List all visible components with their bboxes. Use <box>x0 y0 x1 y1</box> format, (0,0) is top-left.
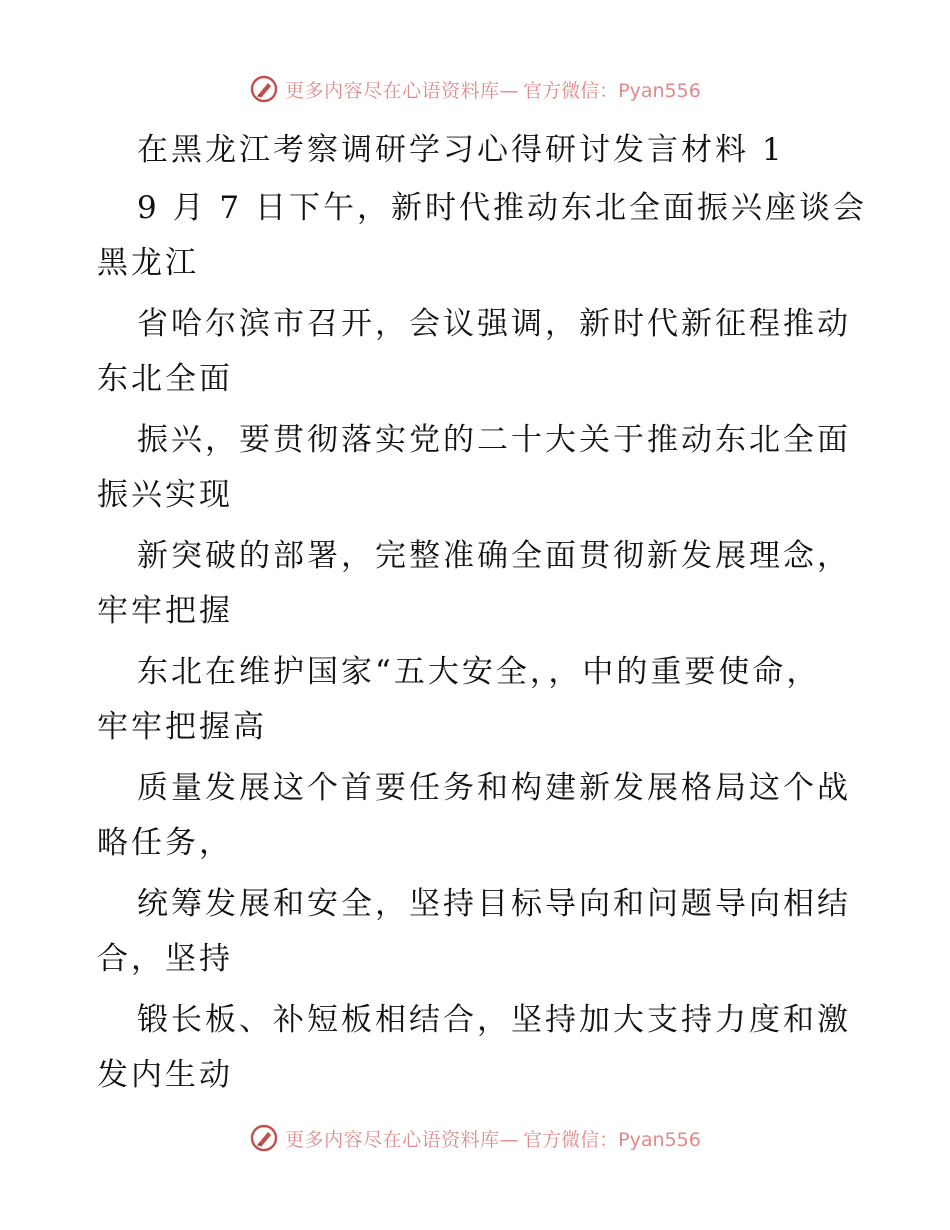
paragraph-line: 略任务， <box>97 825 233 861</box>
paragraph-line: 省哈尔滨市召开，会议强调，新时代新征程推动 <box>137 306 851 342</box>
document-title: 在黑龙江考察调研学习心得研讨发言材料 1 <box>137 132 785 168</box>
paragraph-line: 质量发展这个首要任务和构建新发展格局这个战 <box>137 770 851 806</box>
paragraph-line: 东北全面 <box>97 361 233 397</box>
header-watermark <box>0 74 950 104</box>
paragraph-line: 发内生动 <box>97 1057 233 1093</box>
paragraph-line: 合，坚持 <box>97 941 233 977</box>
paragraph-line: 牢牢把握 <box>97 593 233 629</box>
paragraph-line: 统筹发展和安全，坚持目标导向和问题导向相结 <box>137 886 851 922</box>
paragraph-line: 9 月 7 日下午，新时代推动东北全面振兴座谈会 <box>137 190 868 226</box>
paragraph-line: 东北在维护国家“五大安全，，中的重要使命， <box>137 654 821 690</box>
paragraph-line: 锻长板、补短板相结合，坚持加大支持力度和激 <box>137 1002 851 1038</box>
paragraph-line: 振兴，要贯彻落实党的二十大关于推动东北全面 <box>137 422 851 458</box>
paragraph-line: 新突破的部署，完整准确全面贯彻新发展理念， <box>137 538 851 574</box>
paragraph-line: 牢牢把握高 <box>97 709 267 745</box>
watermark-contact: 官方微信：Pyan556 <box>523 1128 701 1151</box>
pen-circle-logo-icon <box>249 74 279 104</box>
watermark-text: 更多内容尽在心语资料库— <box>285 1128 520 1151</box>
paragraph-line: 黑龙江 <box>97 245 199 281</box>
pen-circle-logo-icon <box>249 1123 279 1153</box>
footer-watermark <box>0 1123 950 1153</box>
watermark-contact: 官方微信：Pyan556 <box>523 79 701 102</box>
paragraph-line: 振兴实现 <box>97 477 233 513</box>
watermark-text: 更多内容尽在心语资料库— <box>285 79 520 102</box>
